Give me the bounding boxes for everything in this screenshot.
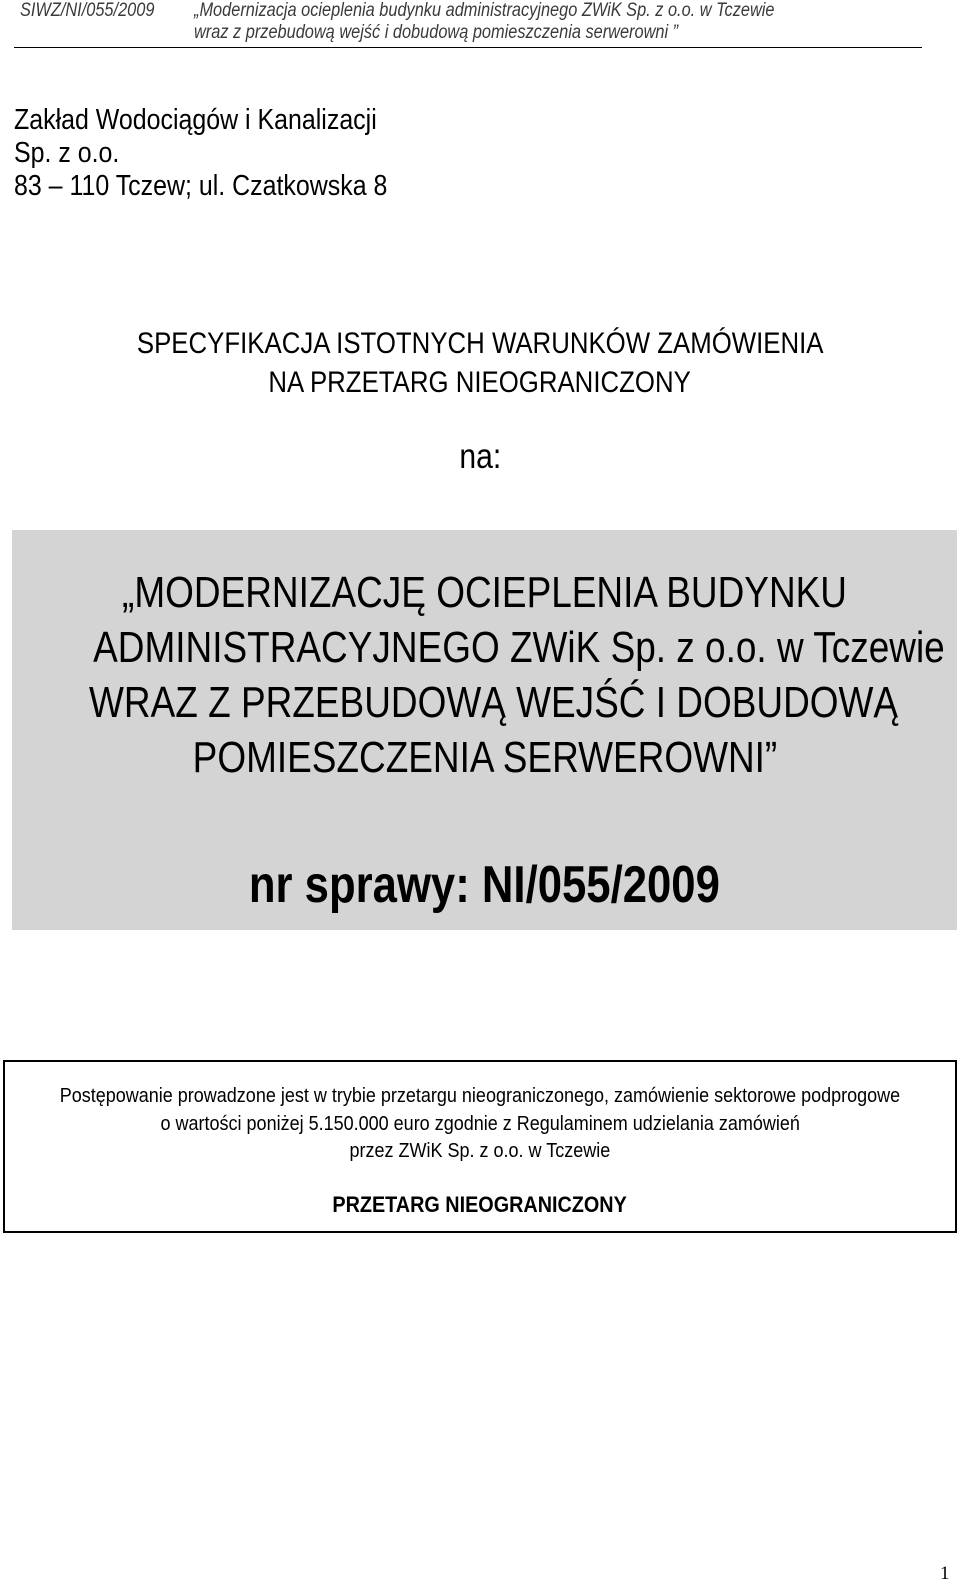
header-title-line2: wraz z przebudową wejść i dobudową pomieszczenia serwerowni ”	[194, 22, 679, 43]
header-divider	[14, 47, 922, 48]
procedure-info-line3: przez ZWiK Sp. z o.o. w Tczewie	[349, 1140, 611, 1162]
organization-name: Zakład Wodociągów i Kanalizacji	[14, 104, 377, 136]
spec-title-line1: SPECYFIKACJA ISTOTNYCH WARUNKÓW ZAMÓWIENIA	[136, 327, 824, 360]
subject-line2: ADMINISTRACYJNEGO ZWiK Sp. z o.o. w Tczewie	[93, 623, 945, 672]
procedure-info-line1: Postępowanie prowadzone jest w trybie przetargu nieograniczonego, zamówienie sektorowe podprogowe	[59, 1085, 901, 1107]
page-number: 1	[940, 1563, 950, 1584]
procedure-mode: PRZETARG NIEOGRANICZONY	[332, 1192, 628, 1217]
subject-line3: WRAZ Z PRZEBUDOWĄ WEJŚĆ I DOBUDOWĄ	[89, 678, 899, 727]
organization-address: 83 – 110 Tczew; ul. Czatkowska 8	[14, 170, 388, 202]
case-number: nr sprawy: NI/055/2009	[248, 856, 721, 914]
subject-line1: „MODERNIZACJĘ OCIEPLENIA BUDYNKU	[122, 568, 847, 617]
header-title-line1: „Modernizacja ocieplenia budynku administracyjnego ZWiK Sp. z o.o. w Tczewie	[194, 0, 775, 21]
spec-title-line3: na:	[459, 437, 501, 476]
procedure-info-line2: o wartości poniżej 5.150.000 euro zgodnie z Regulaminem udzielania zamówień	[160, 1113, 800, 1135]
subject-box	[12, 530, 957, 930]
organization-legal-form: Sp. z o.o.	[14, 137, 120, 169]
procedure-info-box	[3, 1060, 957, 1233]
spec-title-line2: NA PRZETARG NIEOGRANICZONY	[268, 366, 692, 399]
subject-line4: POMIESZCZENIA SERWEROWNI”	[192, 733, 777, 782]
header-case-ref: SIWZ/NI/055/2009	[20, 0, 155, 21]
